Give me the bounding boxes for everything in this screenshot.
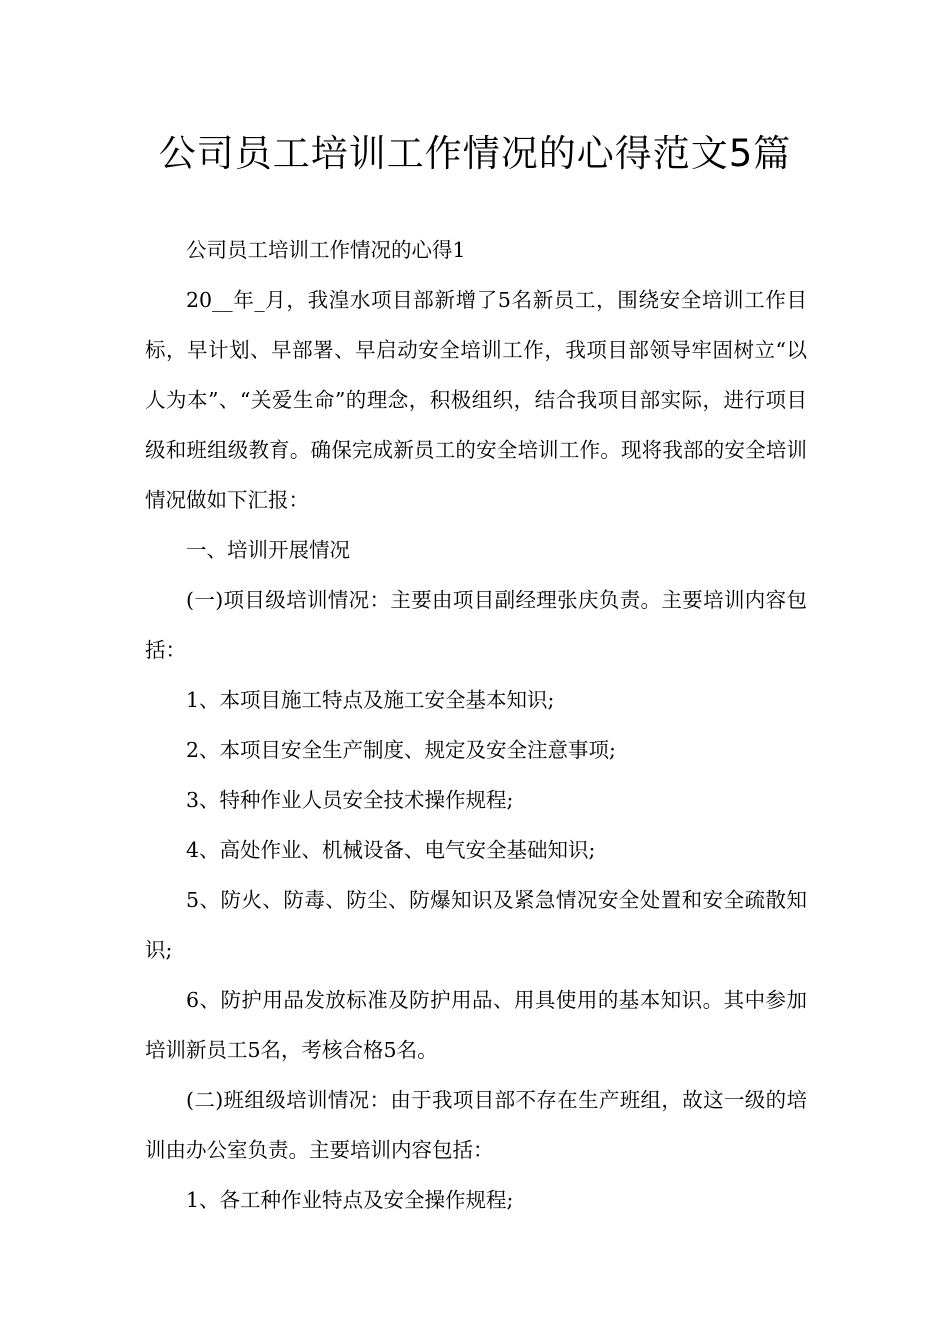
list-item: 2、本项目安全生产制度、规定及安全注意事项; <box>186 738 616 762</box>
list-item: 1、各工种作业特点及安全操作规程; <box>186 1188 514 1212</box>
paragraph: 20__年_月，我湟水项目部新增了5名新员工，围绕安全培训工作目标，早计划、早部署、早启动安全培训工作，我项目部领导牢固树立“以人为本”、“关爱生命”的理念，积极组织，结合我项目部实际，进行项目级和班组级教育。确保完成新员工的安全培训工作。现将我部的安全培训情况做如下汇报： <box>145 288 807 512</box>
section-heading: 公司员工培训工作情况的心得1 <box>186 238 466 262</box>
list-item: 6、防护用品发放标准及防护用品、用具使用的基本知识。其中参加培训新员工5名，考核合格5名。 <box>145 988 807 1062</box>
list-item: 4、高处作业、机械设备、电气安全基础知识; <box>186 838 596 862</box>
list-item: 1、本项目施工特点及施工安全基本知识; <box>186 688 555 712</box>
document-body <box>145 225 807 1225</box>
paragraph: (二)班组级培训情况：由于我项目部不存在生产班组，故这一级的培训由办公室负责。主要培训内容包括： <box>145 1088 807 1162</box>
list-item: 3、特种作业人员安全技术操作规程; <box>186 788 514 812</box>
list-item: 5、防火、防毒、防尘、防爆知识及紧急情况安全处置和安全疏散知识; <box>145 888 807 962</box>
document-title: 公司员工培训工作情况的心得范文5篇 <box>158 132 792 175</box>
section-heading: 一、培训开展情况 <box>186 538 350 562</box>
paragraph: (一)项目级培训情况：主要由项目副经理张庆负责。主要培训内容包括： <box>145 588 807 662</box>
